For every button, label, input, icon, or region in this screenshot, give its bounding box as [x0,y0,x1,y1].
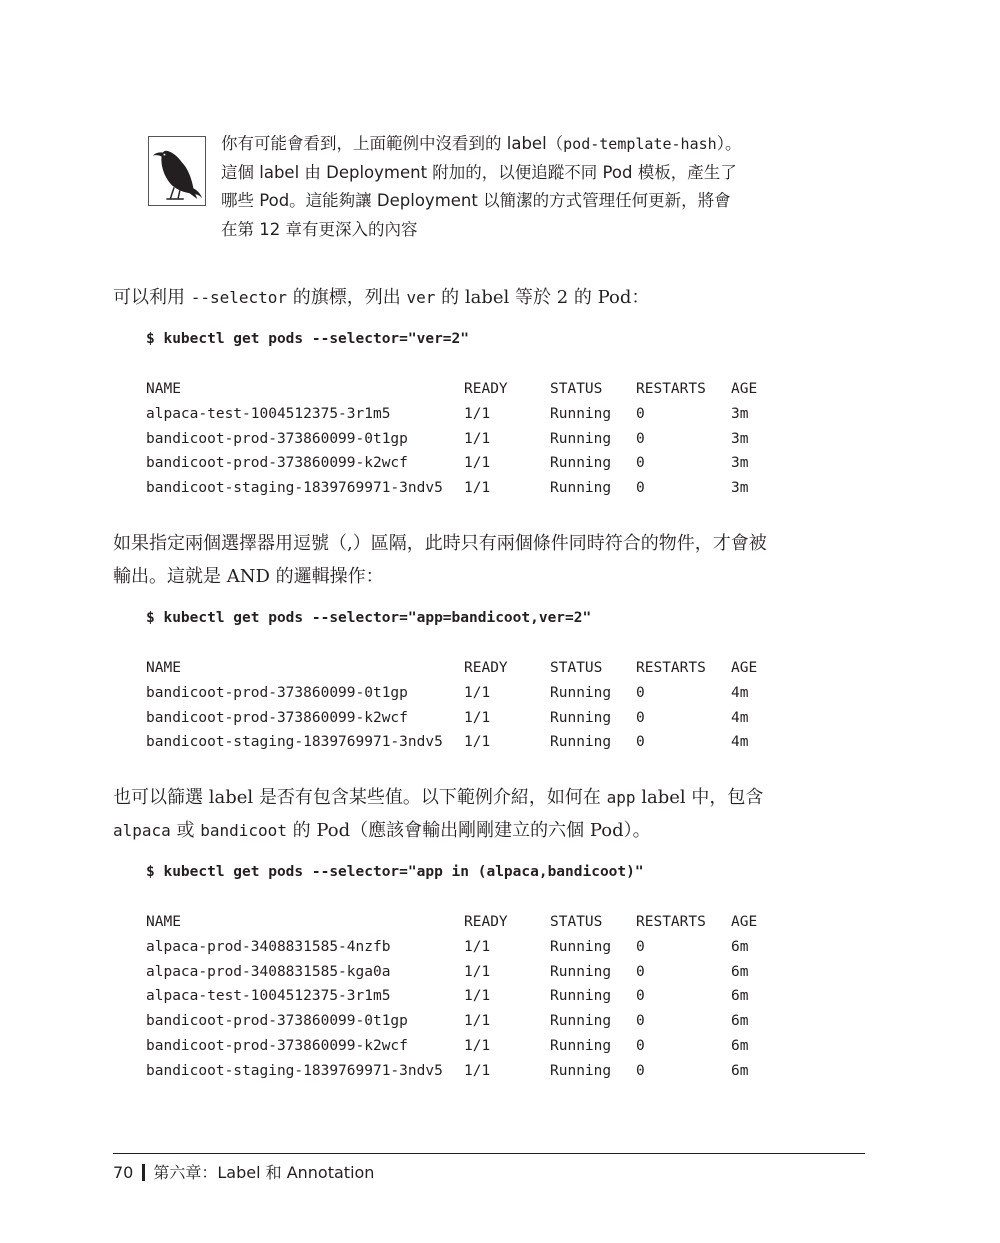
table-cell: Running [550,988,612,1005]
table-cell: 1/1 [464,405,491,422]
table-cell: 3m [731,405,749,422]
table-cell: 1/1 [464,480,491,497]
table-row [146,935,791,960]
table-cell: READY [464,914,508,930]
table-cell: 1/1 [464,988,491,1005]
table-cell: NAME [146,914,181,930]
table-cell: bandicoot-prod-373860099-0t1gp [146,430,408,447]
table-header [146,910,791,935]
table-cell: NAME [146,381,181,397]
chapter-title: 第六章：Label 和 Annotation [153,1163,375,1182]
table-row [146,1034,791,1059]
output-table [146,377,791,501]
text-line [113,781,873,814]
table-cell: 1/1 [464,430,491,447]
text-span: 的 Pod（應該會輸出剛剛建立的六個 Pod）。 [286,820,651,841]
table-cell: RESTARTS [636,660,706,676]
table-cell: Running [550,938,612,955]
table-row [146,960,791,985]
text-line [221,159,801,188]
table-cell: Running [550,963,612,980]
table-cell: 1/1 [464,734,491,751]
table-cell: 1/1 [464,684,491,701]
table-cell: alpaca-test-1004512375-3r1m5 [146,988,391,1005]
inline-code: bandicoot [200,821,287,840]
text-line [113,814,873,847]
table-cell: bandicoot-prod-373860099-k2wcf [146,1037,408,1054]
table-cell: bandicoot-staging-1839769971-3ndv5 [146,1062,443,1079]
table-cell: 0 [636,480,645,497]
table-cell: RESTARTS [636,381,706,397]
command-line: $ kubectl get pods --selector="ver=2" [146,331,470,347]
table-cell: READY [464,381,508,397]
inline-code: alpaca [113,821,171,840]
table-row [146,984,791,1009]
paragraph-3 [113,781,873,847]
table-cell: 0 [636,430,645,447]
table-cell: 1/1 [464,963,491,980]
command-line: $ kubectl get pods --selector="app=bandicoot,ver=2" [146,610,592,626]
text-span: 的 label 等於 2 的 Pod： [435,287,650,308]
text-span: 在第 12 章有更深入的內容 [221,219,418,239]
text-span: ）。 [716,134,742,153]
table-cell: Running [550,405,612,422]
table-row [146,1009,791,1034]
paragraph-1 [113,281,873,314]
table-cell: 6m [731,963,749,980]
table-cell: 6m [731,1037,749,1054]
table-cell: bandicoot-prod-373860099-k2wcf [146,455,408,472]
table-cell: alpaca-prod-3408831585-4nzfb [146,938,391,955]
table-cell: 6m [731,1062,749,1079]
table-cell: 0 [636,684,645,701]
table-row [146,451,791,476]
page-number: 70 [113,1163,134,1182]
table-cell: RESTARTS [636,914,706,930]
table-cell: alpaca-prod-3408831585-kga0a [146,963,391,980]
table-cell: Running [550,480,612,497]
table-cell: STATUS [550,381,603,397]
table-cell: 0 [636,734,645,751]
table-cell: 0 [636,709,645,726]
table-row [146,1059,791,1084]
page-footer [113,1160,374,1183]
table-row [146,402,791,427]
table-cell: 0 [636,455,645,472]
table-cell: bandicoot-prod-373860099-0t1gp [146,684,408,701]
table-cell: 4m [731,684,749,701]
table-cell: 1/1 [464,709,491,726]
note-text [221,130,801,244]
table-cell: 3m [731,430,749,447]
table-cell: 1/1 [464,938,491,955]
paragraph-2 [113,527,873,593]
text-span: 可以利用 [113,287,191,308]
text-line [221,187,801,216]
table-cell: Running [550,455,612,472]
table-cell: Running [550,734,612,751]
table-header [146,656,791,681]
table-row [146,730,791,755]
inline-code: app [606,788,636,807]
text-line [113,560,873,593]
table-cell: AGE [731,914,758,930]
output-table [146,656,791,755]
command-line: $ kubectl get pods --selector="app in (alpaca,bandicoot)" [146,864,644,880]
table-cell: 0 [636,1037,645,1054]
table-cell: AGE [731,660,758,676]
table-row [146,706,791,731]
footer-separator [142,1164,145,1181]
code-block-1 [146,327,791,501]
text-span: 也可以篩選 label 是否有包含某些值。以下範例介紹，如何在 [113,787,607,808]
table-cell: 0 [636,405,645,422]
table-cell: 6m [731,988,749,1005]
code-block-3 [146,860,791,1084]
text-span: 如果指定兩個選擇器用逗號（,）區隔，此時只有兩個條件同時符合的物件，才會被 [113,533,767,554]
text-line [221,130,801,159]
output-table [146,910,791,1084]
table-cell: 6m [731,938,749,955]
table-cell: 0 [636,963,645,980]
table-row [146,476,791,501]
text-span: 哪些 Pod。這能夠讓 Deployment 以簡潔的方式管理任何更新，將會 [221,191,731,210]
table-cell: bandicoot-prod-373860099-k2wcf [146,709,408,726]
table-cell: 1/1 [464,455,491,472]
table-cell: 0 [636,988,645,1005]
text-span: 輸出。這就是 AND 的邏輯操作： [113,566,384,587]
inline-code: ver [406,288,436,307]
table-cell: READY [464,660,508,676]
code-block-2 [146,606,791,755]
table-row [146,427,791,452]
table-cell: STATUS [550,914,603,930]
inline-code: --selector [190,288,288,307]
table-cell: bandicoot-staging-1839769971-3ndv5 [146,480,443,497]
text-line [113,281,873,314]
table-cell: 6m [731,1013,749,1030]
table-cell: 1/1 [464,1037,491,1054]
table-cell: 4m [731,734,749,751]
footer-rule [113,1153,865,1154]
table-cell: 1/1 [464,1013,491,1030]
table-cell: 0 [636,1013,645,1030]
table-cell: bandicoot-staging-1839769971-3ndv5 [146,734,443,751]
text-line [113,527,873,560]
table-row [146,681,791,706]
table-cell: Running [550,709,612,726]
table-cell: AGE [731,381,758,397]
table-cell: 0 [636,938,645,955]
crow-icon [148,136,206,206]
table-cell: bandicoot-prod-373860099-0t1gp [146,1013,408,1030]
table-header [146,377,791,402]
table-cell: STATUS [550,660,603,676]
text-span: 或 [170,820,201,841]
text-span: 這個 label 由 Deployment 附加的，以便追蹤不同 Pod 模板，產生了 [221,162,737,182]
inline-code: pod-template-hash [563,135,717,153]
table-cell: 3m [731,480,749,497]
table-cell: 3m [731,455,749,472]
table-cell: Running [550,430,612,447]
text-span: 的旗標，列出 [287,287,407,308]
table-cell: alpaca-test-1004512375-3r1m5 [146,405,391,422]
table-cell: Running [550,1037,612,1054]
table-cell: 4m [731,709,749,726]
table-cell: 1/1 [464,1062,491,1079]
table-cell: Running [550,684,612,701]
table-cell: Running [550,1013,612,1030]
table-cell: Running [550,1062,612,1079]
text-span: 你有可能會看到，上面範例中沒看到的 label（ [221,134,564,153]
table-cell: 0 [636,1062,645,1079]
table-cell: NAME [146,660,181,676]
text-line [221,216,801,245]
text-span: label 中，包含 [635,787,764,808]
